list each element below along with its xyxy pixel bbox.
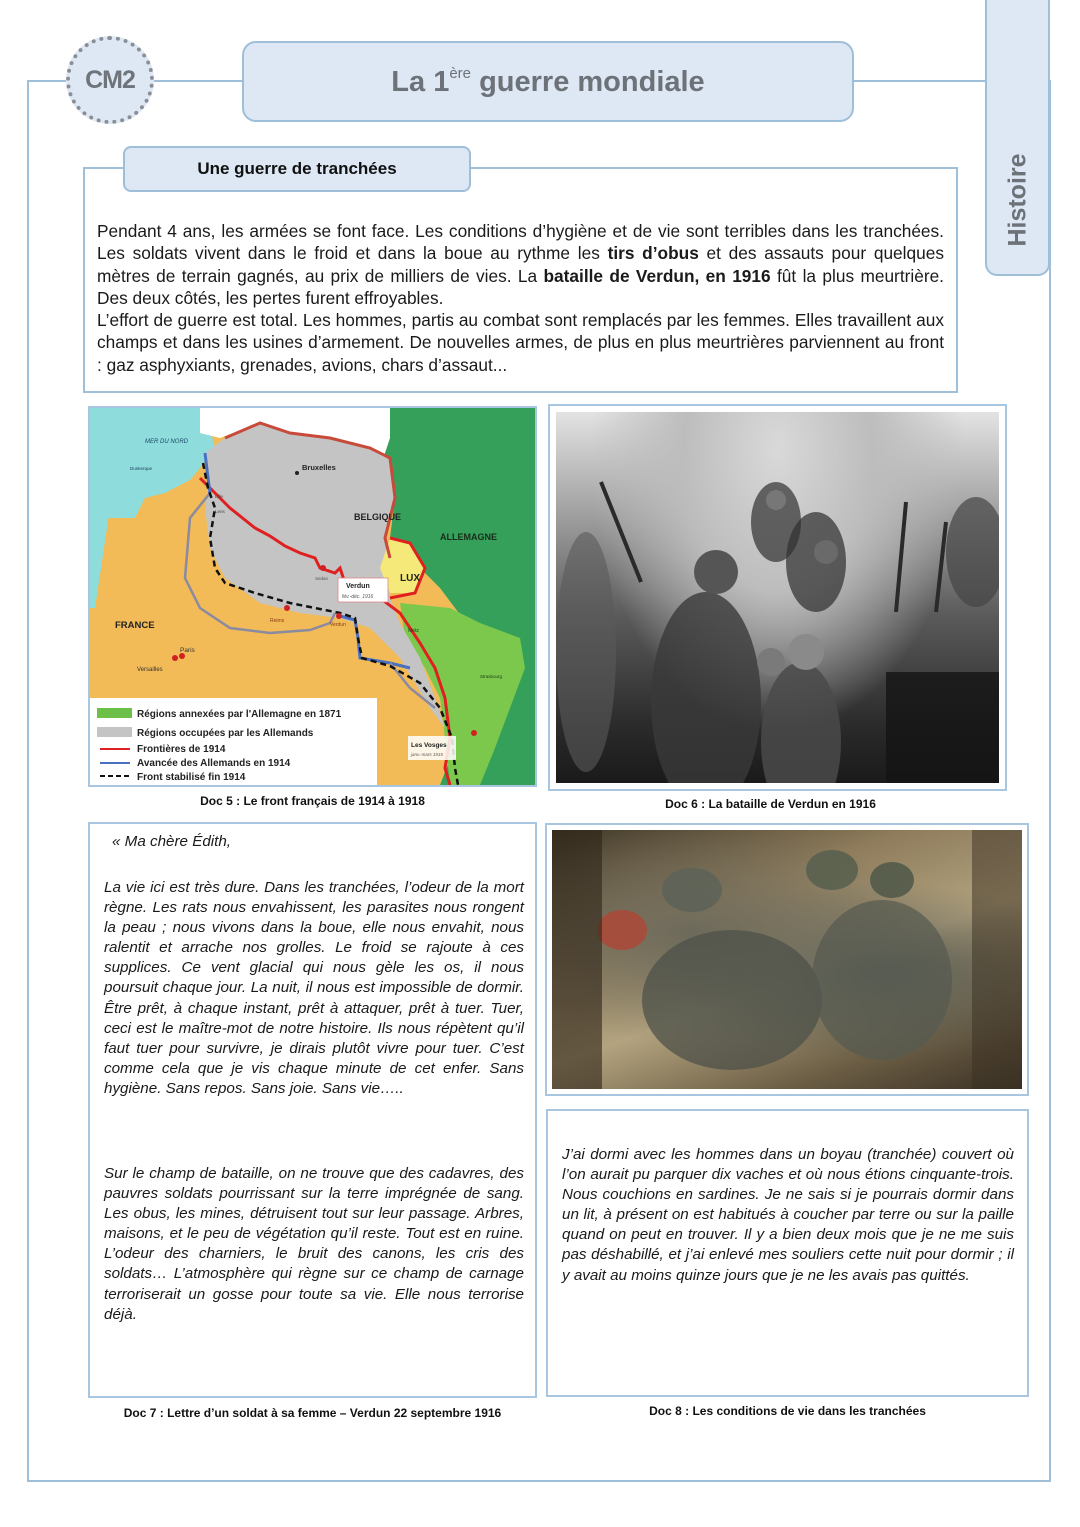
svg-text:Verdun: Verdun: [330, 622, 346, 628]
trench-painting: [545, 823, 1029, 1096]
svg-text:Avancée des Allemands en 1914: Avancée des Allemands en 1914: [137, 758, 291, 769]
page-title: [242, 41, 854, 122]
section-title: Une guerre de tranchées: [197, 159, 397, 178]
intro-bold: tirs d’obus: [607, 243, 699, 264]
front-map-graphic: [90, 408, 535, 785]
soldiers-painting-image: [552, 830, 1022, 1089]
svg-text:Bruxelles: Bruxelles: [302, 463, 336, 472]
doc8-caption: Doc 8 : Les conditions de vie dans les tranchées: [649, 1404, 926, 1418]
svg-text:Versailles: Versailles: [137, 667, 163, 673]
subject-tab: [985, 0, 1050, 276]
svg-text:Verdun: Verdun: [346, 583, 370, 590]
section-heading: [123, 146, 471, 192]
level-label: CM2: [85, 65, 135, 94]
doc7-caption: Doc 7 : Lettre d’un soldat à sa femme – Verdun 22 septembre 1916: [123, 1406, 502, 1420]
svg-text:ALLEMAGNE: ALLEMAGNE: [440, 532, 497, 542]
svg-text:Paris: Paris: [180, 647, 195, 654]
intro-text: [97, 220, 944, 376]
doc8-testimony: [546, 1109, 1029, 1397]
doc5-caption: Doc 5 : Le front français de 1914 à 1918: [200, 794, 425, 808]
testimony-text: J’ai dormi avec les hommes dans un boyau (tranchée) couvert où l’on aurait pu parquer dix vaches et où nous étions cinquante-trois. Nous couchions en sardines. Je ne sais si je pourrais dormir dans un lit, à présent on est habitués à coucher par terre ou sur la paille quand on peut en trouver. Il y a bien deux mois que je ne me suis pas déshabillé, et j’ai enlevé mes souliers cette nuit pour dormir ; il y avait au moins quinze jours que je ne les avais pas quittés.: [562, 1146, 1014, 1284]
svg-text:Frontières de 1914: Frontières de 1914: [137, 744, 226, 755]
svg-text:Les Vosges: Les Vosges: [411, 742, 447, 749]
svg-text:janv.-mars 1915: janv.-mars 1915: [411, 752, 443, 757]
svg-text:Régions occupées par les Allem: Régions occupées par les Allemands: [137, 728, 314, 739]
svg-text:LUX: LUX: [400, 573, 420, 584]
letter-greeting: « Ma chère Édith,: [112, 833, 232, 850]
letter-paragraph-2: Sur le champ de bataille, on ne trouve que des cadavres, des pauvres soldats pourrissant sur la terre imprégnée de sang. Les obus, les mines, détruisent tout sur leur passage. Arbres, maisons, et le peu de végétation qu’il reste. Tout est en ruine. L’odeur des charniers, le bruit des canons, les cris des soldats… L’atmosphère qui règne sur ce champ de carnage terroriserait un gosse pour toute sa vie. Elle nous terrorise déjà.: [104, 1165, 524, 1323]
svg-text:Lens: Lens: [215, 509, 225, 514]
title-sup: ère: [449, 64, 472, 82]
title-prefix: La 1: [391, 65, 450, 98]
soldiers-silhouette-graphic: [556, 412, 999, 783]
doc7-letter: [88, 822, 537, 1398]
title-suffix: guerre mondiale: [471, 65, 705, 98]
doc6-caption: Doc 6 : La bataille de Verdun en 1916: [665, 797, 876, 811]
subject-label: Histoire: [1003, 153, 1031, 247]
svg-text:Strasbourg: Strasbourg: [480, 674, 503, 679]
svg-text:Sedan: Sedan: [315, 576, 329, 581]
svg-text:Dunkerque: Dunkerque: [130, 466, 153, 471]
frame-line: [152, 80, 244, 82]
doc5-map: [88, 406, 537, 787]
svg-text:fév.-déc. 1916: fév.-déc. 1916: [342, 594, 374, 600]
svg-text:FRANCE: FRANCE: [115, 620, 155, 631]
svg-text:Lille: Lille: [215, 494, 224, 499]
level-badge: [66, 36, 154, 124]
intro-paragraph-1: [97, 220, 944, 309]
intro-run: fût la plus meurtrière. Des deux côtés, les pertes furent effroyables.: [97, 265, 944, 308]
title-text: [391, 65, 704, 99]
intro-run: et des assauts pour quelques mètres de terrain gagnés, au prix de milliers de vies. La: [97, 243, 944, 286]
verdun-battle-photo: [556, 412, 999, 783]
intro-paragraph-2: L’effort de guerre est total. Les hommes, partis au combat sont remplacés par les femmes. Elles travaillent aux champs et dans les usines d’armement. De nouvelles armes, de plus en plus meurtrières parviennent au front : gaz asphyxiants, grenades, avions, chars d’assaut...: [97, 310, 944, 375]
frame-line: [852, 80, 987, 82]
letter-paragraph-1: La vie ici est très dure. Dans les tranchées, l’odeur de la mort règne. Les rats nous envahissent, les parasites nous rongent la peau ; nous vivons dans la boue, elle nous envahit, nous ralentit et arrache nos grolles. Le froid se rajoute à ces supplices. Ce vent glacial qui nous gèle les os, il nous poursuit chaque jour. La nuit, il nous est impossible de dormir. Être prêt, à chaque instant, prêt à attaquer, prêt à tuer. Tuer, ceci est le maître-mot de notre histoire. Ils nous répètent qu’il faut tuer pour survivre, je dirais plutôt vivre pour tuer. C’est comme cela que je vis chaque minute de cet enfer. Sans hygiène. Sans repos. Sans joie. Sans vie…..: [104, 879, 524, 1097]
svg-text:Front stabilisé fin 1914: Front stabilisé fin 1914: [137, 772, 246, 783]
frame-line: [27, 80, 67, 82]
svg-text:MER DU NORD: MER DU NORD: [145, 439, 188, 445]
painting-shapes-graphic: [552, 830, 1022, 1089]
svg-text:Régions annexées par l'Allemag: Régions annexées par l'Allemagne en 1871: [137, 709, 342, 720]
intro-bold: bataille de Verdun, en 1916: [543, 265, 771, 286]
doc6-photo: [548, 404, 1007, 791]
svg-text:Metz: Metz: [408, 628, 419, 634]
svg-text:Reims: Reims: [270, 618, 285, 624]
svg-text:BELGIQUE: BELGIQUE: [354, 512, 402, 522]
intro-run: Pendant 4 ans, les armées se font face. Les conditions d’hygiène et de vie sont terribles dans les tranchées. Les soldats vivent dans le froid et dans la boue au rythme les: [97, 221, 944, 264]
